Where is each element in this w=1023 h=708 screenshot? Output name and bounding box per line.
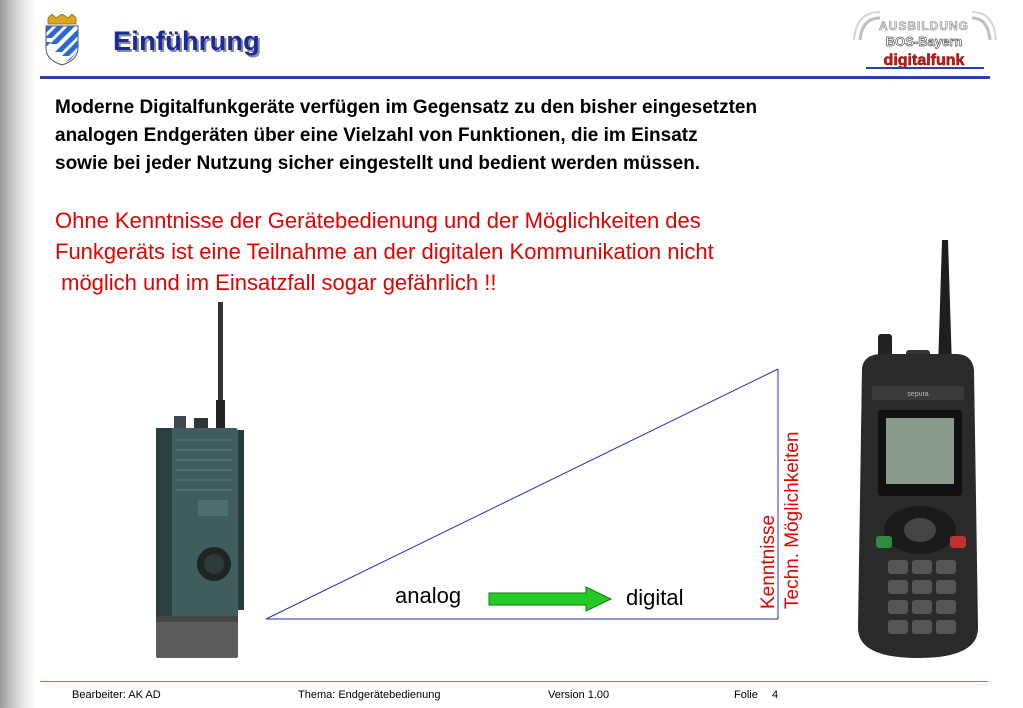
vertical-label-line: Kenntnisse bbox=[758, 514, 779, 609]
intro-line: sowie bei jeder Nutzung sicher eingestellt und bedient werden müssen. bbox=[55, 153, 701, 174]
intro-line: analogen Endgeräten über eine Vielzahl von Funktionen, die im Einsatz bbox=[55, 125, 698, 146]
footer-divider bbox=[40, 681, 988, 682]
diagonal-line bbox=[266, 369, 778, 619]
warning-line: möglich und im Einsatzfall sogar gefährlich !! bbox=[55, 270, 497, 295]
svg-text:AUSBILDUNG: AUSBILDUNG bbox=[879, 19, 969, 33]
svg-text:digitalfunk: digitalfunk bbox=[883, 52, 965, 69]
left-gradient-bar bbox=[0, 0, 36, 708]
intro-paragraph bbox=[55, 94, 955, 178]
svg-text:sepura: sepura bbox=[907, 391, 929, 398]
digital-label: digital bbox=[626, 585, 684, 610]
vertical-label-line: Techn. Möglichkeiten bbox=[782, 431, 803, 609]
analog-radio-image bbox=[142, 300, 254, 660]
header-divider bbox=[40, 76, 990, 79]
bavarian-crest-icon bbox=[42, 14, 82, 66]
warning-line: Ohne Kenntnisse der Gerätebedienung und der Möglichkeiten des bbox=[55, 208, 701, 233]
digital-radio-image bbox=[842, 238, 992, 660]
footer-editor: Bearbeiter: AK AD bbox=[72, 689, 161, 701]
intro-line: Moderne Digitalfunkgeräte verfügen im Gegensatz zu den bisher eingesetzten bbox=[55, 97, 758, 118]
warning-paragraph bbox=[55, 205, 875, 298]
footer-slide-label: Folie bbox=[734, 689, 758, 701]
slide-title: Einführung bbox=[113, 26, 260, 56]
footer-topic: Thema: Endgerätebedienung bbox=[298, 689, 441, 701]
footer-slide-number: 4 bbox=[772, 689, 779, 701]
analog-label: analog bbox=[395, 583, 462, 608]
vertical-axis-label bbox=[757, 393, 807, 609]
warning-line: Funkgeräts ist eine Teilnahme an der digitalen Kommunikation nicht bbox=[55, 239, 714, 264]
footer-version: Version 1.00 bbox=[548, 689, 610, 701]
bos-bayern-logo bbox=[850, 10, 1000, 72]
right-arrow-icon bbox=[488, 586, 613, 612]
svg-text:BOS-Bayern: BOS-Bayern bbox=[885, 34, 963, 49]
